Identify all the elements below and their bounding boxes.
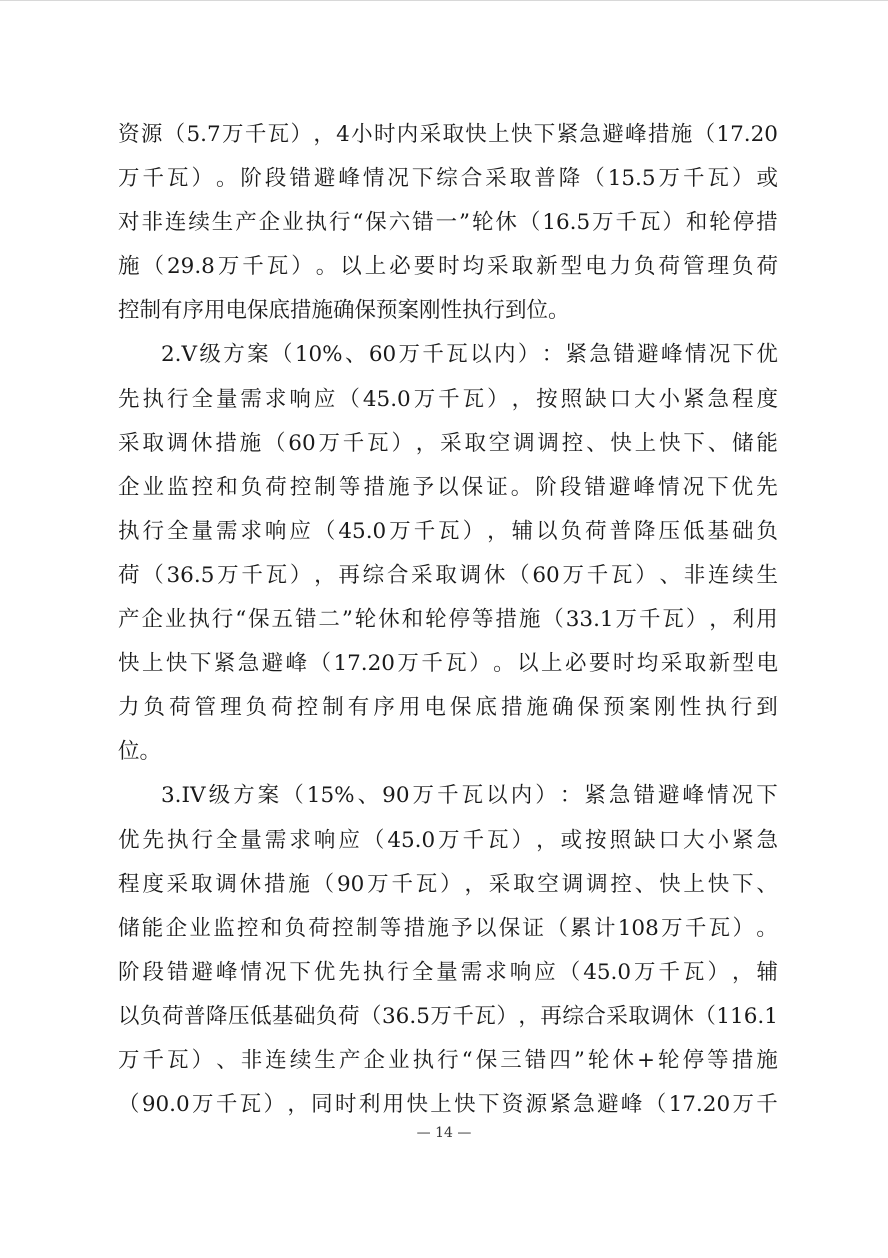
- text-line: 程 度 采 取 调 休 措 施 （ 90 万 千 瓦 ） ， 采 取 空 调 调 控 、 快 上 快 下 、: [118, 871, 778, 897]
- text-line: 3.IV 级 方 案 （ 15% 、 90 万 千 瓦 以 内 ） ： 紧 急 错 避 峰 情 况 下: [161, 783, 778, 809]
- text-line: 快 上 快 下 紧 急 避 峰 （ 17.20 万 千 瓦 ） 。 以 上 必 要 时 均 采 取 新 型 电: [118, 651, 778, 677]
- text-line: 位。: [118, 739, 162, 765]
- text-line: 先 执 行 全 量 需 求 响 应 （ 45.0 万 千 瓦 ） ， 按 照 缺 口 大 小 紧 急 程 度: [118, 386, 778, 412]
- text-line: 优 先 执 行 全 量 需 求 响 应 （ 45.0 万 千 瓦 ） ， 或 按 照 缺 口 大 小 紧 急: [118, 827, 778, 853]
- text-line: 控制有序用电保底措施确保预案刚性执行到位。: [118, 298, 570, 324]
- text-line: 以 负 荷 普 降 压 低 基 础 负 荷 （ 36.5 万 千 瓦 ） ， 再 综 合 采 取 调 休 （ 116.1: [118, 1003, 778, 1029]
- text-line: （ 90.0 万 千 瓦 ） ， 同 时 利 用 快 上 快 下 资 源 紧 急 避 峰 （ 17.20 万 千: [118, 1092, 778, 1118]
- text-line: 施 （ 29.8 万 千 瓦 ） 。 以 上 必 要 时 均 采 取 新 型 电 力 负 荷 管 理 负 荷: [118, 254, 778, 280]
- text-line: 万 千 瓦 ） 、 非 连 续 生 产 企 业 执 行 “ 保 三 错 四 ” 轮 休 + 轮 停 等 措 施: [118, 1047, 778, 1073]
- text-line: 荷 （ 36.5 万 千 瓦 ） ， 再 综 合 采 取 调 休 （ 60 万 千 瓦 ） 、 非 连 续 生: [118, 562, 778, 588]
- text-line: 采 取 调 休 措 施 （ 60 万 千 瓦 ） ， 采 取 空 调 调 控 、 快 上 快 下 、 储 能: [118, 430, 778, 456]
- text-line: 执 行 全 量 需 求 响 应 （ 45.0 万 千 瓦 ） ， 辅 以 负 荷 普 降 压 低 基 础 负: [118, 518, 778, 544]
- text-line: 企 业 监 控 和 负 荷 控 制 等 措 施 予 以 保 证 。 阶 段 错 避 峰 情 况 下 优 先: [118, 474, 778, 500]
- text-line: 产 企 业 执 行 “ 保 五 错 二 ” 轮 休 和 轮 停 等 措 施 （ 33.1 万 千 瓦 ） ， 利 用: [118, 607, 778, 633]
- text-line: 万 千 瓦 ） 。 阶 段 错 避 峰 情 况 下 综 合 采 取 普 降 （ 15.5 万 千 瓦 ） 或: [118, 166, 778, 192]
- text-line: 资 源 （ 5.7 万 千 瓦 ） ， 4 小 时 内 采 取 快 上 快 下 紧 急 避 峰 措 施 （ 17.20: [118, 122, 778, 147]
- page-number: — 14 —: [416, 1125, 472, 1141]
- text-line: 对 非 连 续 生 产 企 业 执 行 “ 保 六 错 一 ” 轮 休 （ 16.5 万 千 瓦 ） 和 轮 停 措: [118, 210, 778, 236]
- text-line: 2.V 级 方 案 （ 10% 、 60 万 千 瓦 以 内 ） ： 紧 急 错 避 峰 情 况 下 优: [161, 342, 778, 368]
- body-text: [118, 113, 778, 1127]
- text-line: 阶 段 错 避 峰 情 况 下 优 先 执 行 全 量 需 求 响 应 （ 45.0 万 千 瓦 ） ， 辅: [118, 959, 778, 985]
- text-line: 储 能 企 业 监 控 和 负 荷 控 制 等 措 施 予 以 保 证 （ 累 计 108 万 千 瓦 ） 。: [118, 915, 778, 941]
- text-line: 力 负 荷 管 理 负 荷 控 制 有 序 用 电 保 底 措 施 确 保 预 案 刚 性 执 行 到: [118, 695, 778, 721]
